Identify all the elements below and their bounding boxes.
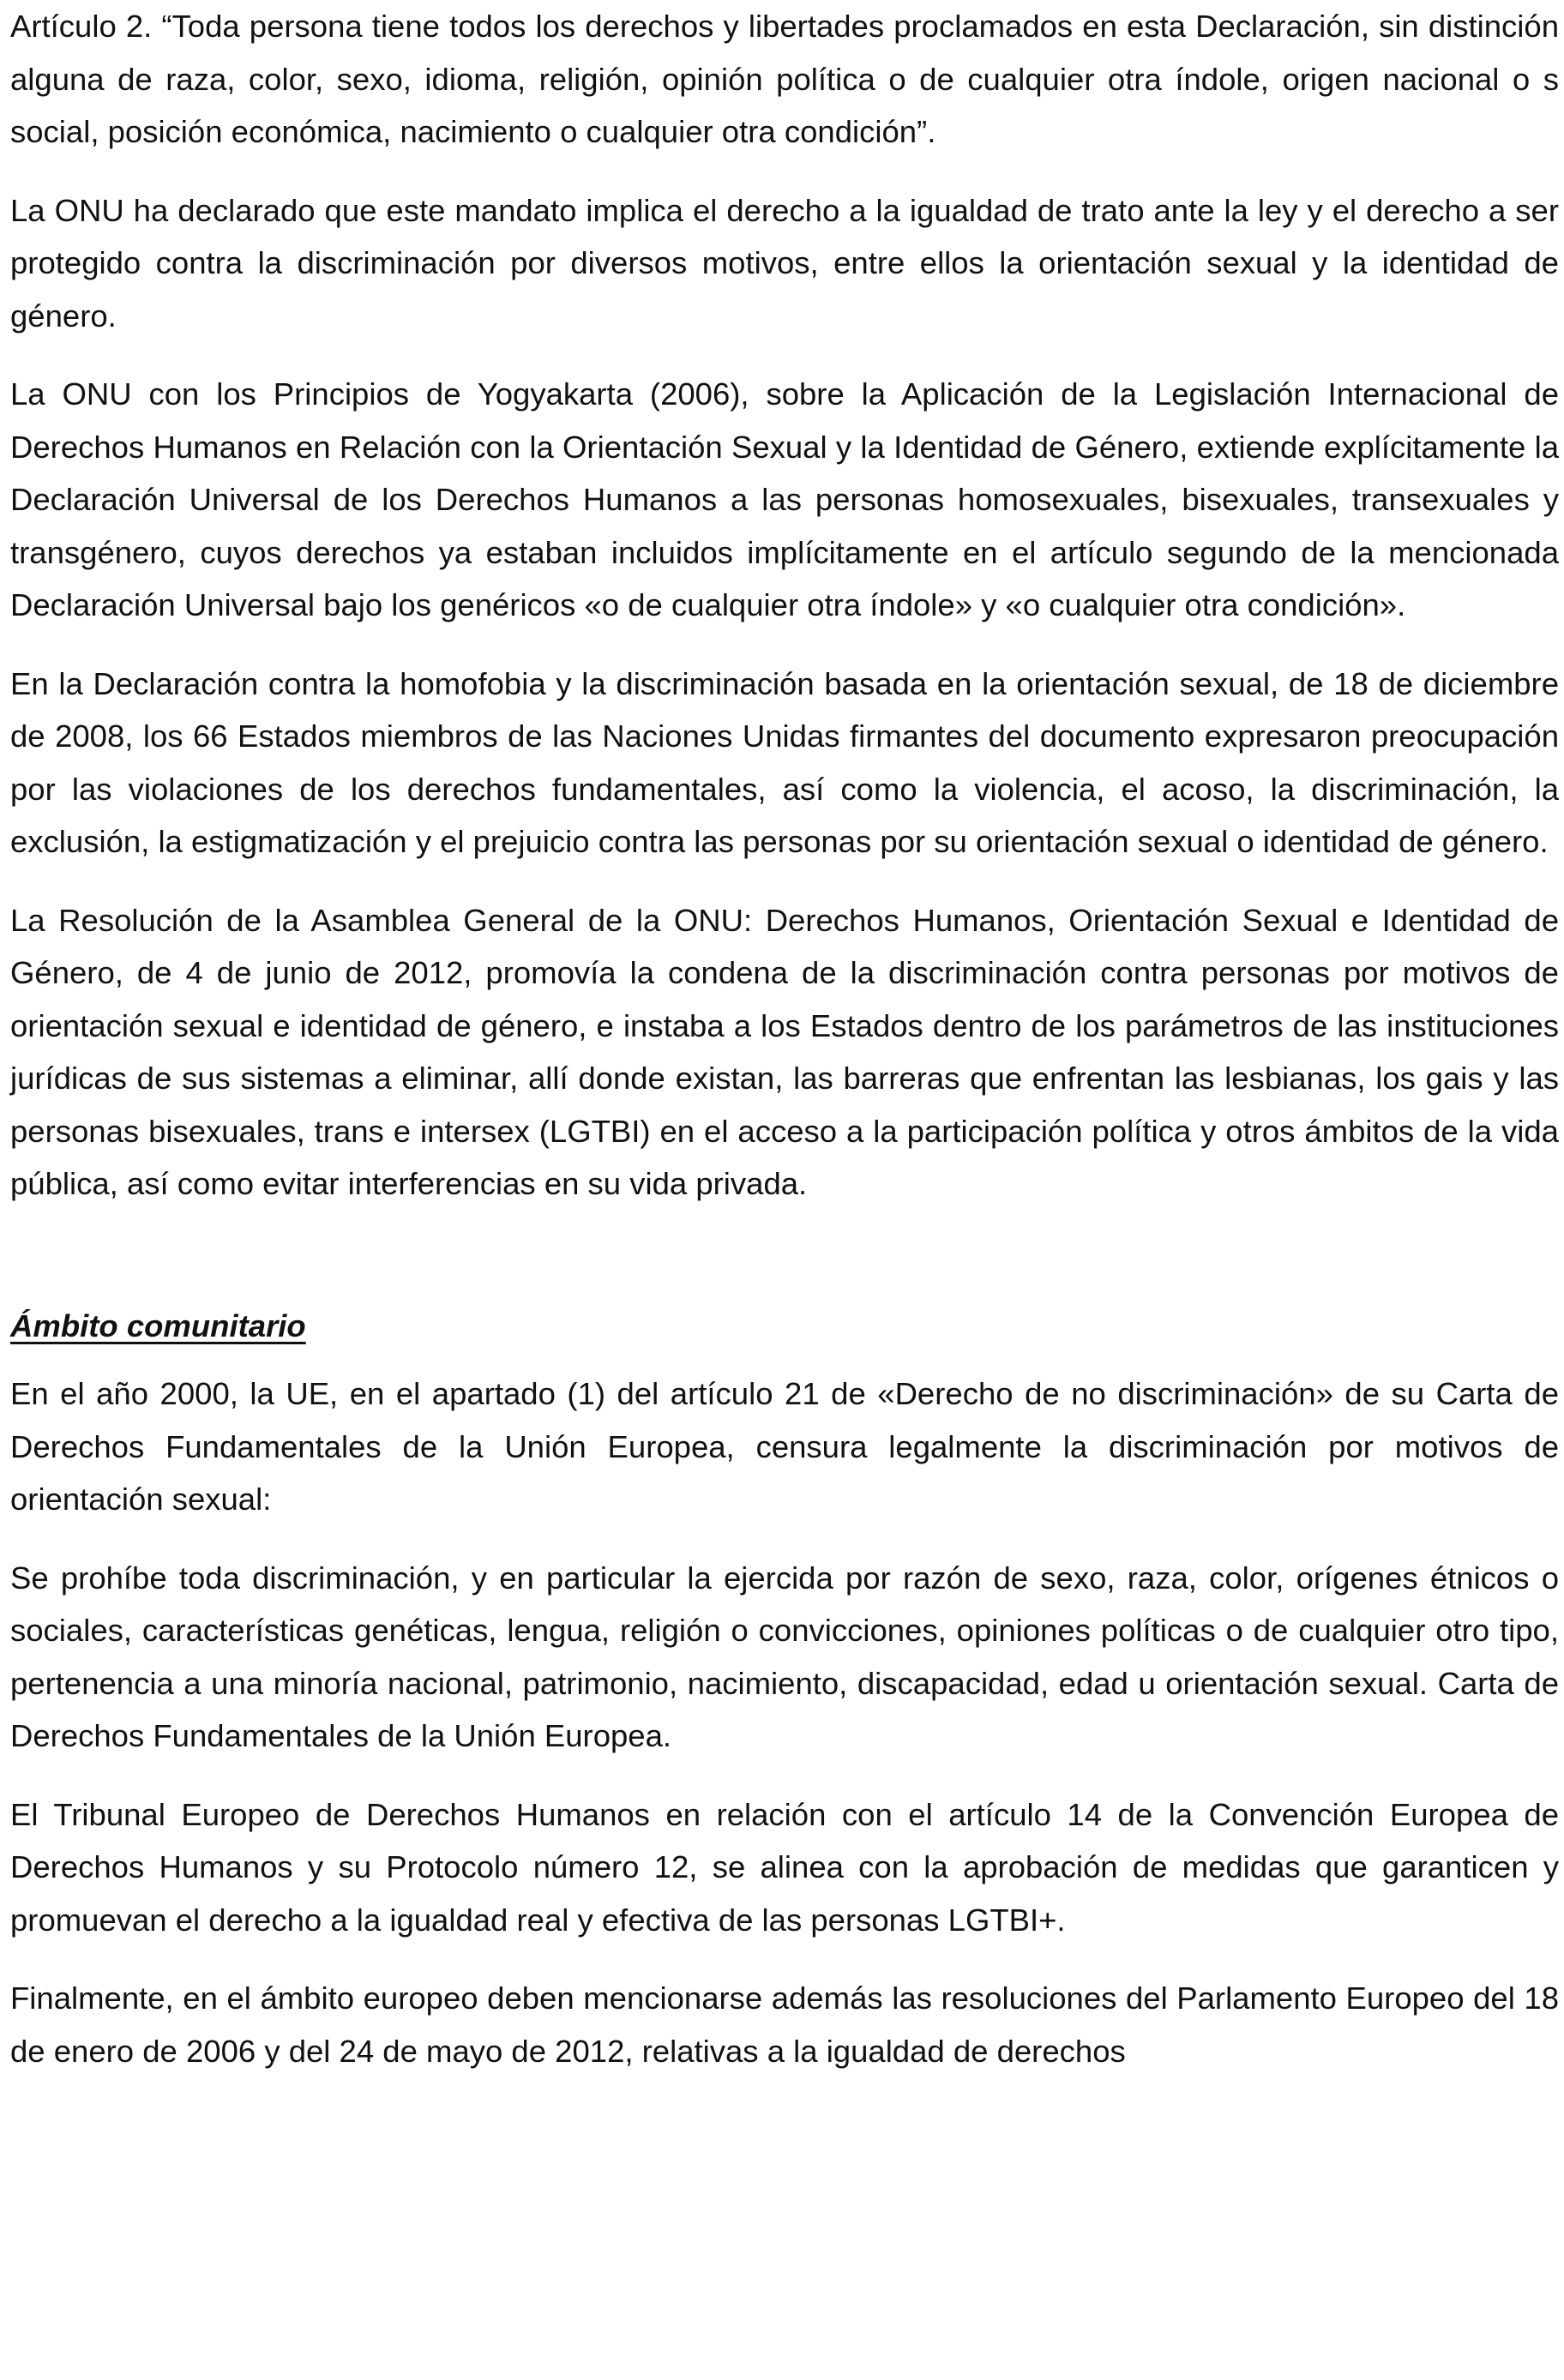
paragraph-articulo-2: Artículo 2. “Toda persona tiene todos los derechos y libertades proclamados en esta Declaración, sin distinción alguna de raza, color, sexo, idioma, religión, opinión política o de cualquier otra índole, origen nacional o s social, posición económica, nacimiento o cualquier otra condición”. [10,9,1559,149]
paragraph-prohibe-discriminacion: Se prohíbe toda discriminación, y en particular la ejercida por razón de sexo, raza, color, orígenes étnicos o sociales, características genéticas, lengua, religión o convicciones, opiniones políticas o de cualquier otro tipo, pertenencia a una minoría nacional, patrimonio, nacimiento, discapacidad, edad u orientación sexual. Carta de Derechos Fundamentales de la Unión Europea. [10,1560,1559,1753]
paragraph-yogyakarta: La ONU con los Principios de Yogyakarta (2006), sobre la Aplicación de la Legislación Internacional de Derechos Humanos en Relación con la Orientación Sexual y la Identidad de Género, extiende explícitamente la Declaración Universal de los Derechos Humanos a las personas homosexuales, bisexuales, transexuales y transgénero, cuyos derechos ya estaban incluidos implícitamente en el artículo segundo de la mencionada Declaración Universal bajo los genéricos «o de cualquier otra índole» y «o cualquier otra condición». [10,376,1559,622]
paragraph-parlamento-europeo: Finalmente, en el ámbito europeo deben mencionarse además las resoluciones del Parlamento Europeo del 18 de enero de 2006 y del 24 de mayo de 2012, relativas a la igualdad de derechos [10,1980,1559,2069]
section-heading-ambito-comunitario: Ámbito comunitario [10,1307,306,1343]
paragraph-declaracion-homofobia: En la Declaración contra la homofobia y la discriminación basada en la orientación sexual, de 18 de diciembre de 2008, los 66 Estados miembros de las Naciones Unidas firmantes del documento expresaron preocupación por las violaciones de los derechos fundamentales, así como la violencia, el acoso, la discriminación, la exclusión, la estigmatización y el prejuicio contra las personas por su orientación sexual o identidad de género. [10,665,1559,859]
paragraph-ue-carta: En el año 2000, la UE, en el apartado (1) del artículo 21 de «Derecho de no discriminación» de su Carta de Derechos Fundamentales de la Unión Europea, censura legalmente la discriminación por motivos de orientación sexual: [10,1376,1559,1517]
paragraph-tribunal-europeo: El Tribunal Europeo de Derechos Humanos en relación con el artículo 14 de la Convención Europea de Derechos Humanos y su Protocolo número 12, se alinea con la aprobación de medidas que garanticen y promuevan el derecho a la igualdad real y efectiva de las personas LGTBI+. [10,1796,1559,1938]
paragraph-resolucion-asamblea: La Resolución de la Asamblea General de la ONU: Derechos Humanos, Orientación Sexual e Identidad de Género, de 4 de junio de 2012, promovía la condena de la discriminación contra personas por motivos de orientación sexual e identidad de género, e instaba a los Estados dentro de los parámetros de las instituciones jurídicas de sus sistemas a eliminar, allí donde existan, las barreras que enfrentan las lesbianas, los gais y las personas bisexuales, trans e intersex (LGTBI) en el acceso a la participación política y otros ámbitos de la vida pública, así como evitar interferencias en su vida privada. [10,902,1559,1201]
paragraph-onu-mandato: La ONU ha declarado que este mandato implica el derecho a la igualdad de trato ante la ley y el derecho a ser protegido contra la discriminación por diversos motivos, entre ellos la orientación sexual y la identidad de género. [10,192,1559,334]
document-page [10,0,1559,2103]
